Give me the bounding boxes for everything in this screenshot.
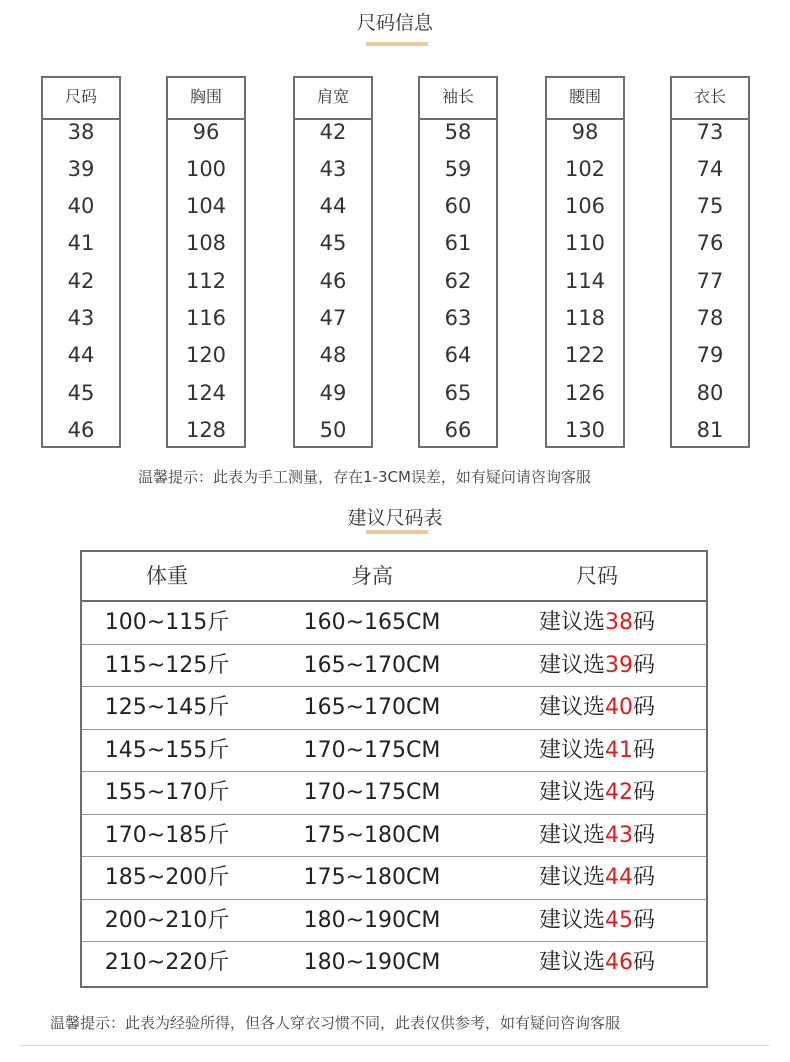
size-value: 102 bbox=[564, 157, 606, 181]
size-prefix: 建议选 bbox=[538, 950, 605, 975]
table-row bbox=[82, 857, 706, 900]
size-value: 60 bbox=[444, 194, 472, 218]
size-value: 62 bbox=[444, 269, 472, 293]
table-row bbox=[82, 645, 706, 688]
size-value: 122 bbox=[564, 343, 606, 367]
size-column-header: 衣长 bbox=[672, 78, 748, 120]
size-column bbox=[166, 76, 246, 448]
size-value: 104 bbox=[185, 194, 227, 218]
size-value: 124 bbox=[185, 381, 227, 405]
size-suffix: 码 bbox=[633, 907, 656, 933]
size-number: 39 bbox=[605, 652, 633, 678]
size-value: 63 bbox=[444, 306, 472, 330]
size-number: 40 bbox=[605, 695, 633, 720]
size-prefix: 建议选 bbox=[538, 780, 605, 805]
size-column bbox=[41, 76, 121, 448]
size-value: 58 bbox=[444, 120, 472, 144]
size-value: 79 bbox=[696, 343, 724, 367]
height-cell: 165~170CM bbox=[303, 695, 441, 720]
size-cell bbox=[492, 602, 702, 644]
size-value: 81 bbox=[696, 418, 724, 442]
size-column bbox=[670, 76, 750, 448]
header-height: 身高 bbox=[351, 564, 393, 588]
size-prefix: 建议选 bbox=[538, 822, 605, 848]
height-cell: 175~180CM bbox=[303, 822, 441, 848]
size-prefix: 建议选 bbox=[538, 695, 605, 720]
height-cell: 180~190CM bbox=[303, 907, 441, 933]
size-value: 106 bbox=[564, 194, 606, 218]
height-cell: 170~175CM bbox=[303, 737, 441, 763]
size-value: 45 bbox=[67, 381, 95, 405]
table-row bbox=[82, 772, 706, 815]
size-value: 120 bbox=[185, 343, 227, 367]
size-suffix: 码 bbox=[633, 822, 656, 848]
size-value: 41 bbox=[67, 231, 95, 255]
size-value: 100 bbox=[185, 157, 227, 181]
header-size: 尺码 bbox=[576, 564, 618, 588]
size-value: 45 bbox=[319, 231, 347, 255]
size-column-header: 肩宽 bbox=[295, 78, 371, 120]
size-value: 114 bbox=[564, 269, 606, 293]
size-value: 47 bbox=[319, 306, 347, 330]
size-value: 65 bbox=[444, 381, 472, 405]
size-prefix: 建议选 bbox=[538, 907, 605, 933]
size-value: 75 bbox=[696, 194, 724, 218]
size-cell bbox=[492, 815, 702, 857]
size-value: 118 bbox=[564, 306, 606, 330]
size-column-header: 尺码 bbox=[43, 78, 119, 120]
size-suffix: 码 bbox=[633, 652, 656, 678]
table-row bbox=[82, 900, 706, 943]
size-value: 42 bbox=[67, 269, 95, 293]
table-row bbox=[82, 815, 706, 858]
recommend-table bbox=[80, 550, 708, 988]
size-value: 96 bbox=[192, 120, 220, 144]
size-value: 64 bbox=[444, 343, 472, 367]
size-value: 46 bbox=[67, 418, 95, 442]
weight-cell: 155~170斤 bbox=[104, 780, 230, 805]
height-cell: 160~165CM bbox=[303, 610, 441, 635]
size-value: 40 bbox=[67, 194, 95, 218]
recommend-table-header bbox=[82, 552, 706, 602]
header-weight: 体重 bbox=[146, 564, 188, 588]
size-prefix: 建议选 bbox=[538, 737, 605, 763]
size-value: 44 bbox=[319, 194, 347, 218]
size-value: 73 bbox=[696, 120, 724, 144]
height-cell: 175~180CM bbox=[303, 865, 441, 890]
weight-cell: 185~200斤 bbox=[104, 865, 230, 890]
weight-cell: 100~115斤 bbox=[104, 610, 230, 635]
size-suffix: 码 bbox=[633, 950, 656, 975]
size-value: 49 bbox=[319, 381, 347, 405]
size-suffix: 码 bbox=[633, 695, 656, 720]
size-number: 38 bbox=[605, 610, 633, 635]
size-value: 77 bbox=[696, 269, 724, 293]
size-suffix: 码 bbox=[633, 610, 656, 635]
size-value: 108 bbox=[185, 231, 227, 255]
weight-cell: 115~125斤 bbox=[104, 652, 230, 678]
size-value: 46 bbox=[319, 269, 347, 293]
size-value: 59 bbox=[444, 157, 472, 181]
size-number: 46 bbox=[605, 950, 633, 975]
size-value: 48 bbox=[319, 343, 347, 367]
recommend-note: 温馨提示：此表为经验所得，但各人穿衣习惯不同，此表仅供参考，如有疑问咨询客服 bbox=[50, 1014, 621, 1032]
table-row bbox=[82, 602, 706, 645]
size-value: 128 bbox=[185, 418, 227, 442]
size-cell bbox=[492, 687, 702, 729]
table-row bbox=[82, 942, 706, 985]
size-suffix: 码 bbox=[633, 865, 656, 890]
table-row bbox=[82, 687, 706, 730]
size-column-header: 胸围 bbox=[168, 78, 244, 120]
size-value: 98 bbox=[571, 120, 599, 144]
size-cell bbox=[492, 942, 702, 984]
size-number: 43 bbox=[605, 822, 633, 848]
size-value: 61 bbox=[444, 231, 472, 255]
size-value: 43 bbox=[319, 157, 347, 181]
size-number: 41 bbox=[605, 737, 633, 763]
size-value: 76 bbox=[696, 231, 724, 255]
size-info-title-underline bbox=[366, 42, 428, 46]
size-value: 126 bbox=[564, 381, 606, 405]
size-value: 39 bbox=[67, 157, 95, 181]
weight-cell: 145~155斤 bbox=[104, 737, 230, 763]
size-value: 66 bbox=[444, 418, 472, 442]
size-column-header: 腰围 bbox=[547, 78, 623, 120]
size-suffix: 码 bbox=[633, 737, 656, 763]
size-column bbox=[293, 76, 373, 448]
weight-cell: 210~220斤 bbox=[104, 950, 230, 975]
size-column bbox=[545, 76, 625, 448]
size-cell bbox=[492, 772, 702, 814]
size-prefix: 建议选 bbox=[538, 610, 605, 635]
size-cell bbox=[492, 645, 702, 687]
size-value: 112 bbox=[185, 269, 227, 293]
weight-cell: 125~145斤 bbox=[104, 695, 230, 720]
weight-cell: 170~185斤 bbox=[104, 822, 230, 848]
size-column bbox=[418, 76, 498, 448]
height-cell: 170~175CM bbox=[303, 780, 441, 805]
recommend-title: 建议尺码表 bbox=[347, 507, 443, 529]
size-value: 110 bbox=[564, 231, 606, 255]
size-value: 74 bbox=[696, 157, 724, 181]
size-column-header: 袖长 bbox=[420, 78, 496, 120]
size-cell bbox=[492, 900, 702, 942]
size-prefix: 建议选 bbox=[538, 652, 605, 678]
weight-cell: 200~210斤 bbox=[104, 907, 230, 933]
height-cell: 180~190CM bbox=[303, 950, 441, 975]
size-value: 44 bbox=[67, 343, 95, 367]
size-info-title: 尺码信息 bbox=[356, 12, 433, 34]
recommend-title-underline bbox=[366, 530, 428, 534]
size-number: 44 bbox=[605, 865, 633, 890]
size-number: 45 bbox=[605, 907, 633, 933]
size-cell bbox=[492, 857, 702, 899]
size-value: 78 bbox=[696, 306, 724, 330]
size-value: 116 bbox=[185, 306, 227, 330]
size-info-note: 温馨提示：此表为手工测量，存在1-3CM误差，如有疑问请咨询客服 bbox=[138, 468, 591, 486]
height-cell: 165~170CM bbox=[303, 652, 441, 678]
size-suffix: 码 bbox=[633, 780, 656, 805]
size-cell bbox=[492, 730, 702, 772]
footer-divider bbox=[20, 1045, 770, 1046]
size-value: 43 bbox=[67, 306, 95, 330]
size-value: 50 bbox=[319, 418, 347, 442]
size-prefix: 建议选 bbox=[538, 865, 605, 890]
size-value: 42 bbox=[319, 120, 347, 144]
size-value: 38 bbox=[67, 120, 95, 144]
table-row bbox=[82, 730, 706, 773]
size-value: 80 bbox=[696, 381, 724, 405]
size-value: 130 bbox=[564, 418, 606, 442]
size-number: 42 bbox=[605, 780, 633, 805]
